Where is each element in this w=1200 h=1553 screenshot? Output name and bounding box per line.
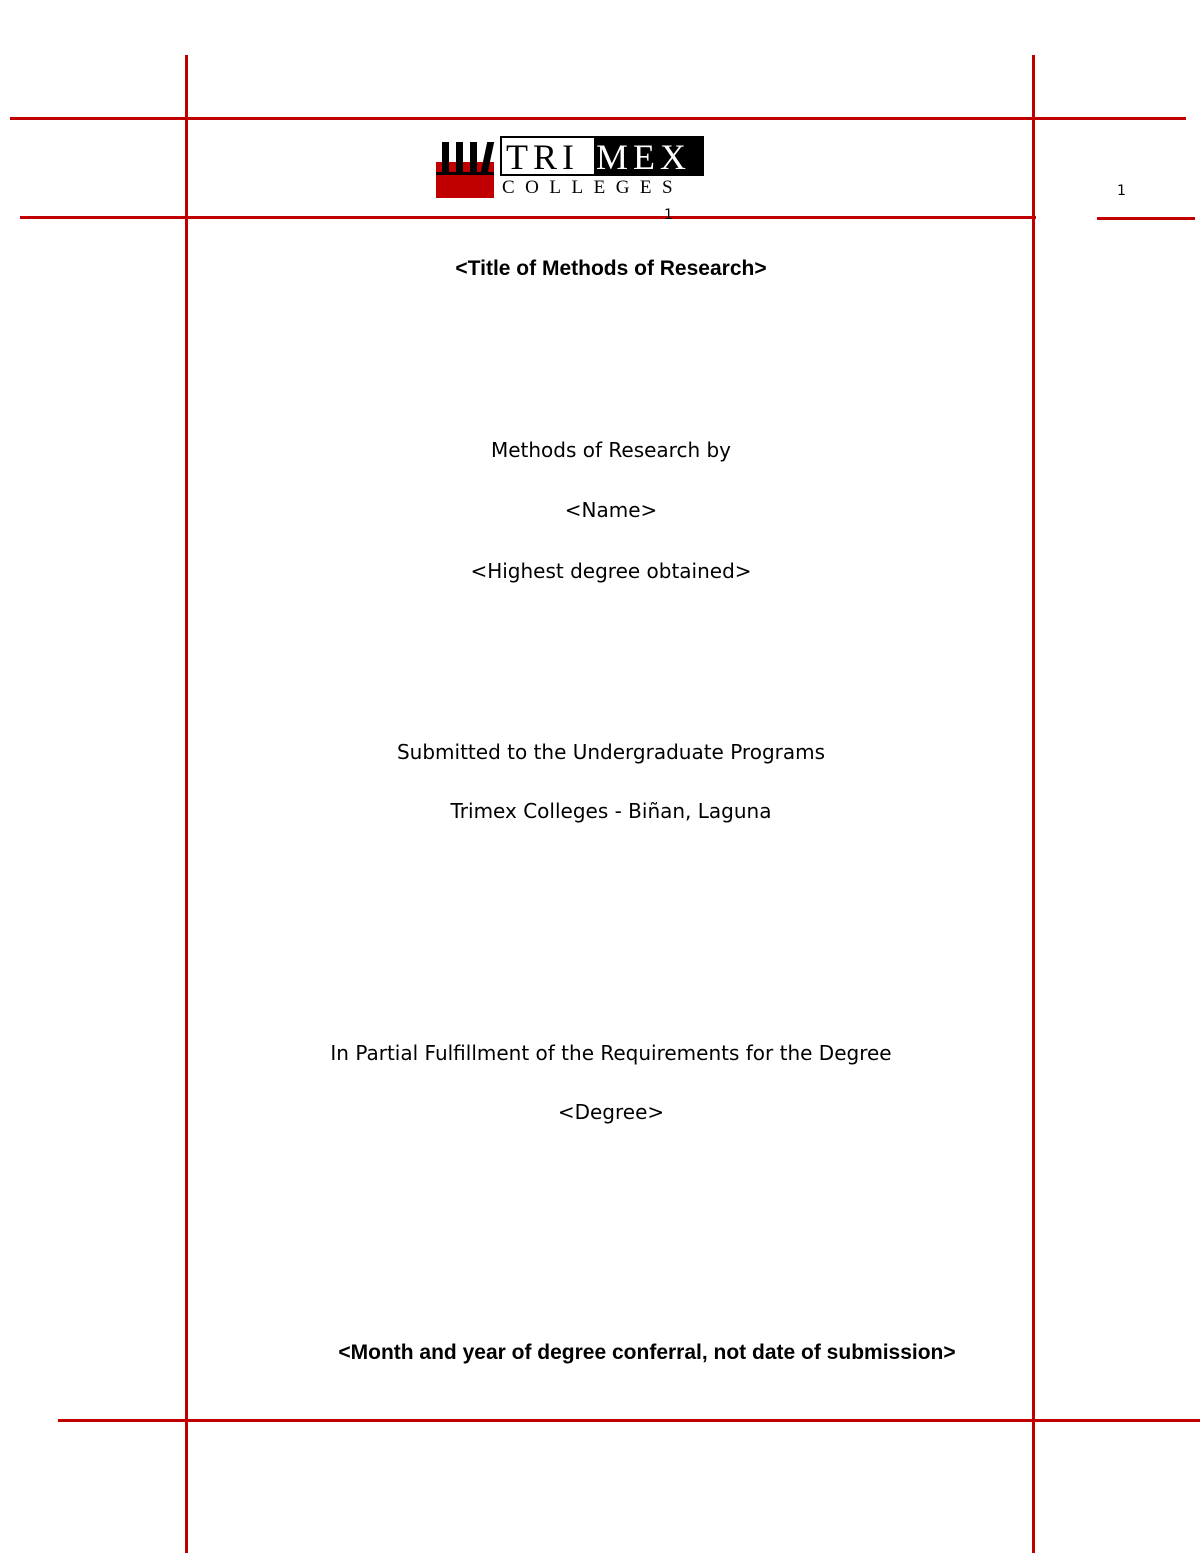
top-margin-guide — [10, 117, 1186, 120]
fulfillment-statement: In Partial Fulfillment of the Requirements for the Degree — [330, 1041, 892, 1065]
by-line: Methods of Research by — [490, 438, 732, 462]
submitted-to: Submitted to the Undergraduate Programs — [396, 740, 826, 764]
logo-word-left: TRI — [502, 138, 594, 174]
degree: <Degree> — [557, 1100, 665, 1124]
page-number-right: 1 — [1117, 183, 1126, 199]
institution: Trimex Colleges - Biñan, Laguna — [450, 799, 772, 823]
author-name: <Name> — [564, 498, 658, 522]
logo-word-right: MEX — [594, 138, 702, 174]
highest-degree: <Highest degree obtained> — [470, 559, 752, 583]
logo-wordmark — [500, 136, 704, 176]
bottom-margin-guide — [58, 1419, 1200, 1422]
header-margin-guide-right — [1097, 217, 1195, 220]
conferral-date: <Month and year of degree conferral, not date of submission> — [338, 1341, 956, 1364]
logo-subtitle: COLLEGES — [502, 177, 684, 198]
trimex-colleges-logo — [436, 136, 708, 200]
document-title: <Title of Methods of Research> — [455, 257, 767, 280]
logo-emblem-icon — [436, 142, 494, 198]
page-number-center: 1 — [664, 207, 673, 223]
header-margin-guide — [20, 216, 1036, 219]
